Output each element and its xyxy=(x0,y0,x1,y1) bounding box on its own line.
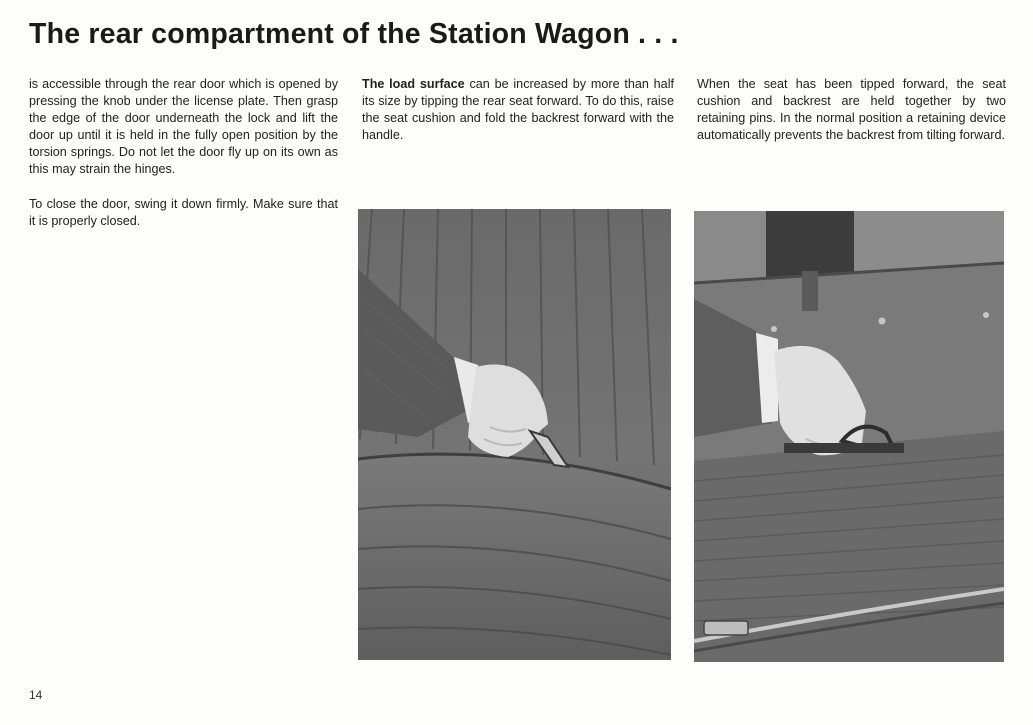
seat-cushion-photo xyxy=(358,209,671,660)
seat-tipped-illustration xyxy=(694,211,1004,662)
load-surface-text: can be increased by more than half its size by tipping the rear seat forward. To do this, raise the seat cushion and fold the backrest forward with the handle. xyxy=(362,77,674,143)
text-column-3 xyxy=(697,76,1006,144)
text-column-1 xyxy=(29,76,338,230)
load-surface-paragraph xyxy=(362,76,674,144)
close-door-paragraph: To close the door, swing it down firmly. Make sure that it is properly closed. xyxy=(29,196,338,228)
seat-cushion-illustration xyxy=(358,209,671,660)
page-title: The rear compartment of the Station Wagon . . . xyxy=(29,18,679,50)
rear-door-paragraph: is accessible through the rear door which is opened by pressing the knob under the license plate. Then grasp the edge of the door underneath the lock and lift the door up until it is held in the fully open position by the torsion springs. Do not let the door fly up on its own as this may strain the hinges. xyxy=(29,77,338,177)
page-number: 14 xyxy=(29,688,43,702)
seat-tipped-photo xyxy=(694,211,1004,662)
text-column-2 xyxy=(362,76,674,144)
load-surface-lead: The load surface xyxy=(362,77,465,91)
seat-tipped-paragraph: When the seat has been tipped forward, the seat cushion and backrest are held together by two retaining pins. In the normal position a retaining device automatically prevents the backrest from tilting forward. xyxy=(697,77,1006,143)
